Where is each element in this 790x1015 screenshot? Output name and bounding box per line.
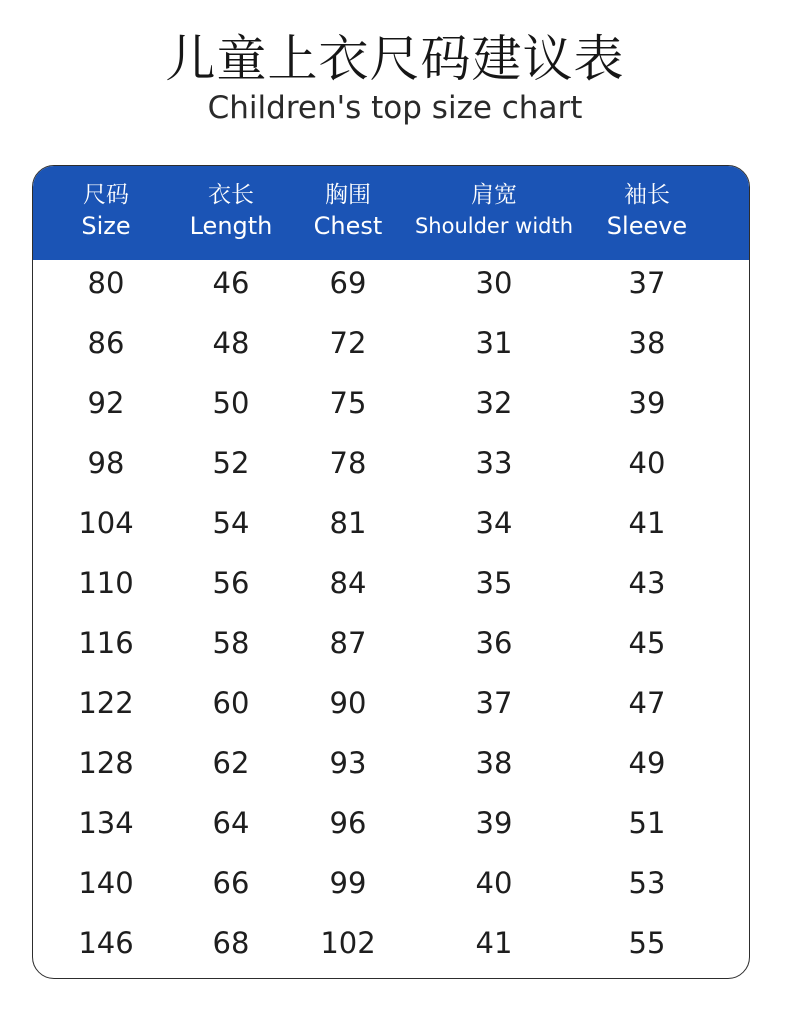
- cell-length: 46: [212, 266, 250, 300]
- cell-length: 54: [212, 506, 250, 540]
- cell-length: 50: [212, 386, 250, 420]
- cell-sleeve: 43: [628, 566, 666, 600]
- cell-chest: 102: [320, 926, 376, 960]
- chart-title: 儿童上衣尺码建议表: [165, 30, 625, 88]
- header-length-zh: 衣长: [208, 182, 254, 208]
- cell-length: 60: [212, 686, 250, 720]
- cell-size: 128: [78, 746, 134, 780]
- header-sleeve-en: Sleeve: [606, 212, 688, 240]
- cell-chest: 75: [329, 386, 367, 420]
- cell-chest: 84: [329, 566, 367, 600]
- cell-sleeve: 45: [628, 626, 666, 660]
- cell-sleeve: 39: [628, 386, 666, 420]
- size-table: [32, 165, 750, 979]
- table-header: [33, 166, 749, 260]
- cell-sleeve: 38: [628, 326, 666, 360]
- table-row: [33, 673, 749, 733]
- table-row: [33, 253, 749, 313]
- header-size-en: Size: [81, 212, 131, 240]
- table-row: [33, 913, 749, 973]
- header-size-zh: 尺码: [83, 182, 129, 208]
- table-row: [33, 313, 749, 373]
- cell-chest: 81: [329, 506, 367, 540]
- table-row: [33, 493, 749, 553]
- cell-length: 68: [212, 926, 250, 960]
- table-row: [33, 853, 749, 913]
- cell-size: 134: [78, 806, 134, 840]
- cell-chest: 93: [329, 746, 367, 780]
- cell-sleeve: 37: [628, 266, 666, 300]
- header-sleeve-zh: 袖长: [624, 182, 670, 208]
- cell-sleeve: 40: [628, 446, 666, 480]
- cell-chest: 96: [329, 806, 367, 840]
- cell-chest: 72: [329, 326, 367, 360]
- cell-size: 110: [78, 566, 134, 600]
- table-row: [33, 733, 749, 793]
- cell-shoulder: 36: [475, 626, 513, 660]
- cell-chest: 87: [329, 626, 367, 660]
- cell-shoulder: 37: [475, 686, 513, 720]
- header-shoulder: [414, 180, 574, 242]
- cell-length: 58: [212, 626, 250, 660]
- cell-sleeve: 41: [628, 506, 666, 540]
- header-chest-en: Chest: [313, 212, 383, 240]
- header-chest: [268, 180, 428, 242]
- cell-sleeve: 55: [628, 926, 666, 960]
- table-row: [33, 613, 749, 673]
- cell-size: 98: [87, 446, 125, 480]
- header-sleeve: [567, 180, 727, 242]
- cell-length: 56: [212, 566, 250, 600]
- cell-sleeve: 53: [628, 866, 666, 900]
- table-row: [33, 793, 749, 853]
- cell-chest: 90: [329, 686, 367, 720]
- cell-chest: 69: [329, 266, 367, 300]
- header-length-en: Length: [189, 212, 273, 240]
- table-row: [33, 373, 749, 433]
- cell-size: 80: [87, 266, 125, 300]
- cell-size: 104: [78, 506, 134, 540]
- cell-length: 48: [212, 326, 250, 360]
- table-row: [33, 553, 749, 613]
- cell-shoulder: 32: [475, 386, 513, 420]
- cell-sleeve: 51: [628, 806, 666, 840]
- cell-size: 86: [87, 326, 125, 360]
- cell-shoulder: 40: [475, 866, 513, 900]
- cell-size: 146: [78, 926, 134, 960]
- cell-chest: 78: [329, 446, 367, 480]
- cell-size: 140: [78, 866, 134, 900]
- cell-shoulder: 31: [475, 326, 513, 360]
- cell-sleeve: 47: [628, 686, 666, 720]
- cell-shoulder: 34: [475, 506, 513, 540]
- chart-subtitle: Children's top size chart: [207, 90, 583, 126]
- cell-length: 64: [212, 806, 250, 840]
- cell-shoulder: 30: [475, 266, 513, 300]
- cell-chest: 99: [329, 866, 367, 900]
- cell-shoulder: 39: [475, 806, 513, 840]
- cell-length: 52: [212, 446, 250, 480]
- cell-size: 92: [87, 386, 125, 420]
- table-row: [33, 433, 749, 493]
- cell-length: 62: [212, 746, 250, 780]
- cell-size: 122: [78, 686, 134, 720]
- header-chest-zh: 胸围: [325, 182, 371, 208]
- header-shoulder-zh: 肩宽: [471, 182, 517, 208]
- cell-sleeve: 49: [628, 746, 666, 780]
- header-shoulder-en: Shoulder width: [414, 214, 574, 238]
- cell-shoulder: 35: [475, 566, 513, 600]
- cell-shoulder: 38: [475, 746, 513, 780]
- cell-shoulder: 41: [475, 926, 513, 960]
- cell-size: 116: [78, 626, 134, 660]
- cell-shoulder: 33: [475, 446, 513, 480]
- cell-length: 66: [212, 866, 250, 900]
